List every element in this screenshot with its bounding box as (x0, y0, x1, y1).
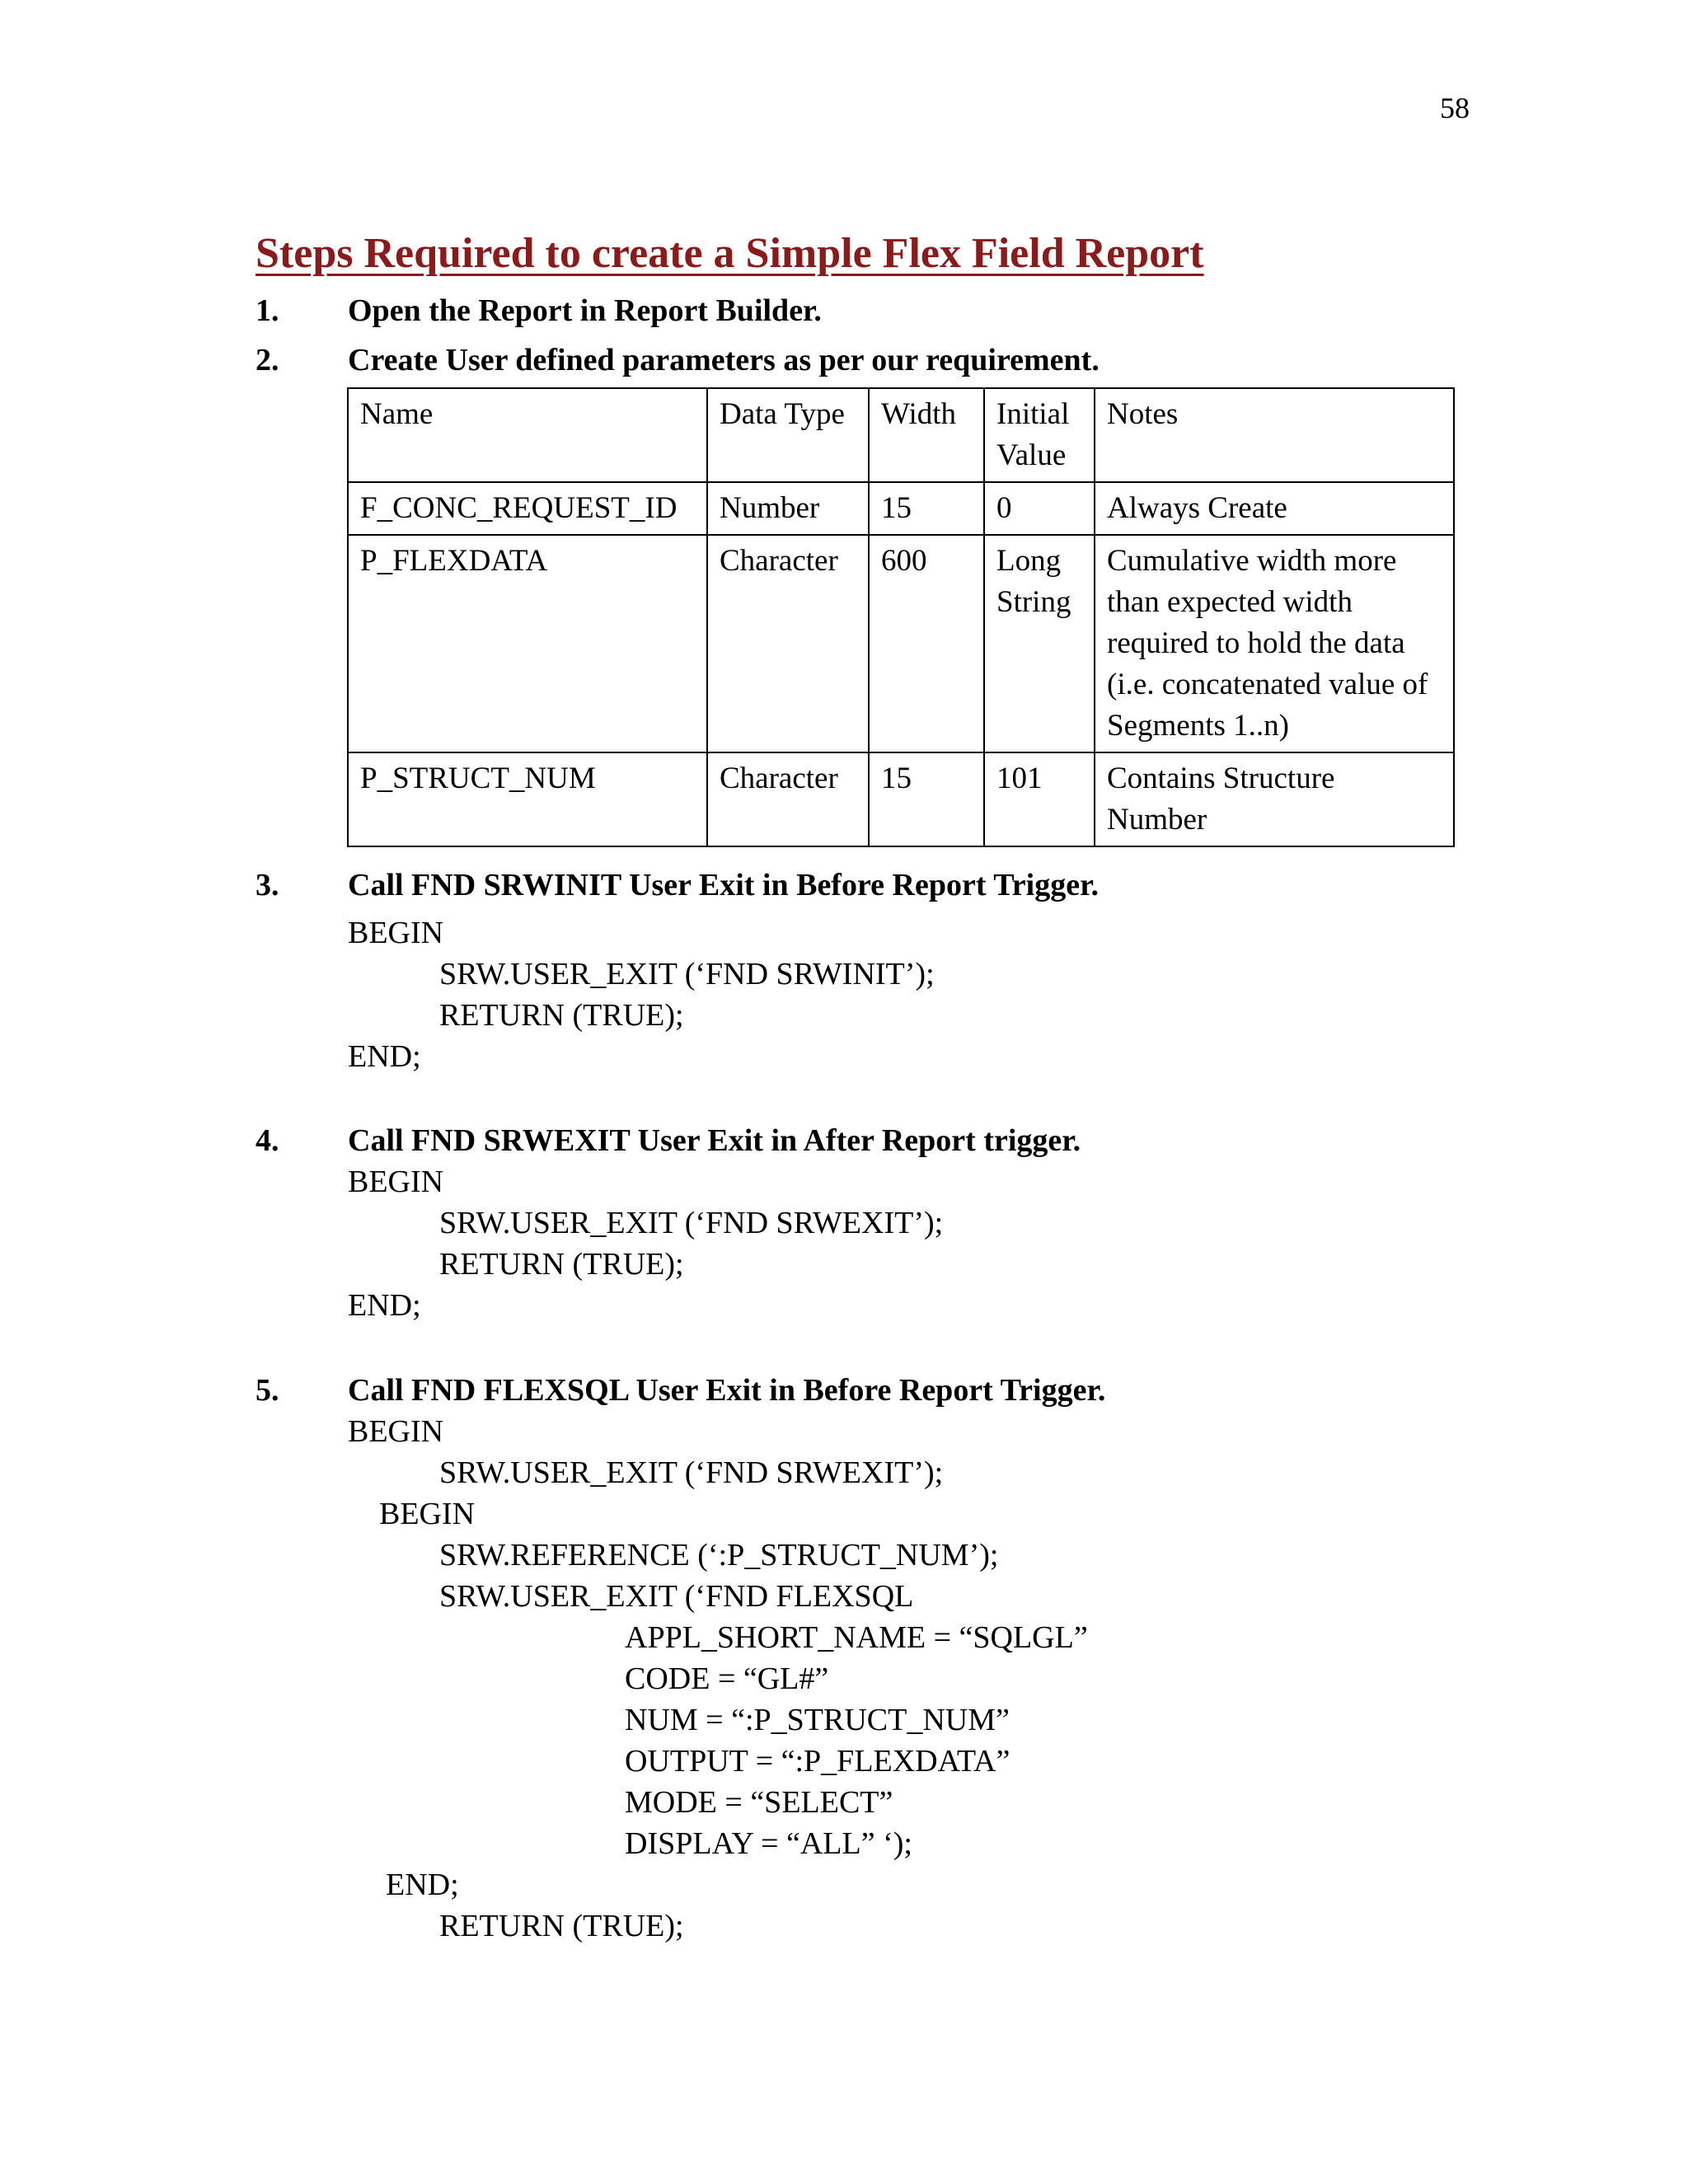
code-line: RETURN (TRUE); (439, 998, 684, 1033)
code-line: DISPLAY = “ALL” ‘); (625, 1826, 912, 1861)
step-title: Call FND FLEXSQL User Exit in Before Report Trigger. (348, 1373, 1106, 1408)
step-number: 2. (256, 343, 279, 377)
step-title: Call FND SRWEXIT User Exit in After Report trigger. (348, 1123, 1081, 1158)
table-cell: 0 (984, 482, 1095, 535)
parameters-table (347, 387, 1455, 847)
table-cell: 101 (984, 752, 1095, 846)
code-line: BEGIN (348, 1414, 444, 1449)
code-line: RETURN (TRUE); (439, 1909, 684, 1943)
column-header: Data Type (707, 388, 869, 482)
table-cell: F_CONC_REQUEST_ID (348, 482, 707, 535)
page-number: 58 (1440, 91, 1470, 124)
column-header: Notes (1095, 388, 1454, 482)
code-line: SRW.USER_EXIT (‘FND FLEXSQL (439, 1579, 914, 1614)
code-line: NUM = “:P_STRUCT_NUM” (625, 1703, 1010, 1737)
code-line: RETURN (TRUE); (439, 1247, 684, 1282)
table-header-row (348, 388, 1454, 482)
table-cell: 15 (869, 482, 984, 535)
code-line: OUTPUT = “:P_FLEXDATA” (625, 1744, 1010, 1779)
code-line: SRW.USER_EXIT (‘FND SRWEXIT’); (439, 1455, 944, 1490)
step-number: 1. (256, 293, 279, 328)
column-header: Name (348, 388, 707, 482)
table-cell: 15 (869, 752, 984, 846)
table-row (348, 482, 1454, 535)
code-line: SRW.REFERENCE (‘:P_STRUCT_NUM’); (439, 1538, 999, 1572)
code-line: CODE = “GL#” (625, 1661, 829, 1696)
code-line: END; (348, 1288, 421, 1323)
table-cell: Cumulative width more than expected width required to hold the data (i.e. concatenated value of Segments 1..n) (1095, 535, 1454, 752)
step-title: Call FND SRWINIT User Exit in Before Report Trigger. (348, 868, 1099, 902)
code-line: MODE = “SELECT” (625, 1785, 893, 1820)
code-line: APPL_SHORT_NAME = “SQLGL” (625, 1620, 1088, 1655)
code-line: SRW.USER_EXIT (‘FND SRWEXIT’); (439, 1206, 944, 1240)
step-title: Create User defined parameters as per our requirement. (348, 343, 1100, 377)
column-header: Initial Value (984, 388, 1095, 482)
table-row (348, 535, 1454, 752)
step-number: 5. (256, 1373, 279, 1408)
table-row (348, 752, 1454, 846)
column-header: Width (869, 388, 984, 482)
code-line: END; (348, 1039, 421, 1074)
step-number: 3. (256, 868, 279, 902)
code-line: END; (386, 1868, 459, 1902)
table-cell: Always Create (1095, 482, 1454, 535)
table-cell: Long String (984, 535, 1095, 752)
table-cell: P_FLEXDATA (348, 535, 707, 752)
table-cell: Contains Structure Number (1095, 752, 1454, 846)
code-line: BEGIN (348, 1165, 444, 1199)
code-line: BEGIN (348, 916, 444, 950)
code-line: BEGIN (379, 1497, 476, 1531)
table-cell: Number (707, 482, 869, 535)
table-cell: 600 (869, 535, 984, 752)
page-title: Steps Required to create a Simple Flex Field Report (256, 230, 1204, 277)
step-title: Open the Report in Report Builder. (348, 293, 822, 328)
table-cell: Character (707, 535, 869, 752)
code-line: SRW.USER_EXIT (‘FND SRWINIT’); (439, 957, 935, 991)
table-cell: P_STRUCT_NUM (348, 752, 707, 846)
table-cell: Character (707, 752, 869, 846)
step-number: 4. (256, 1123, 279, 1158)
